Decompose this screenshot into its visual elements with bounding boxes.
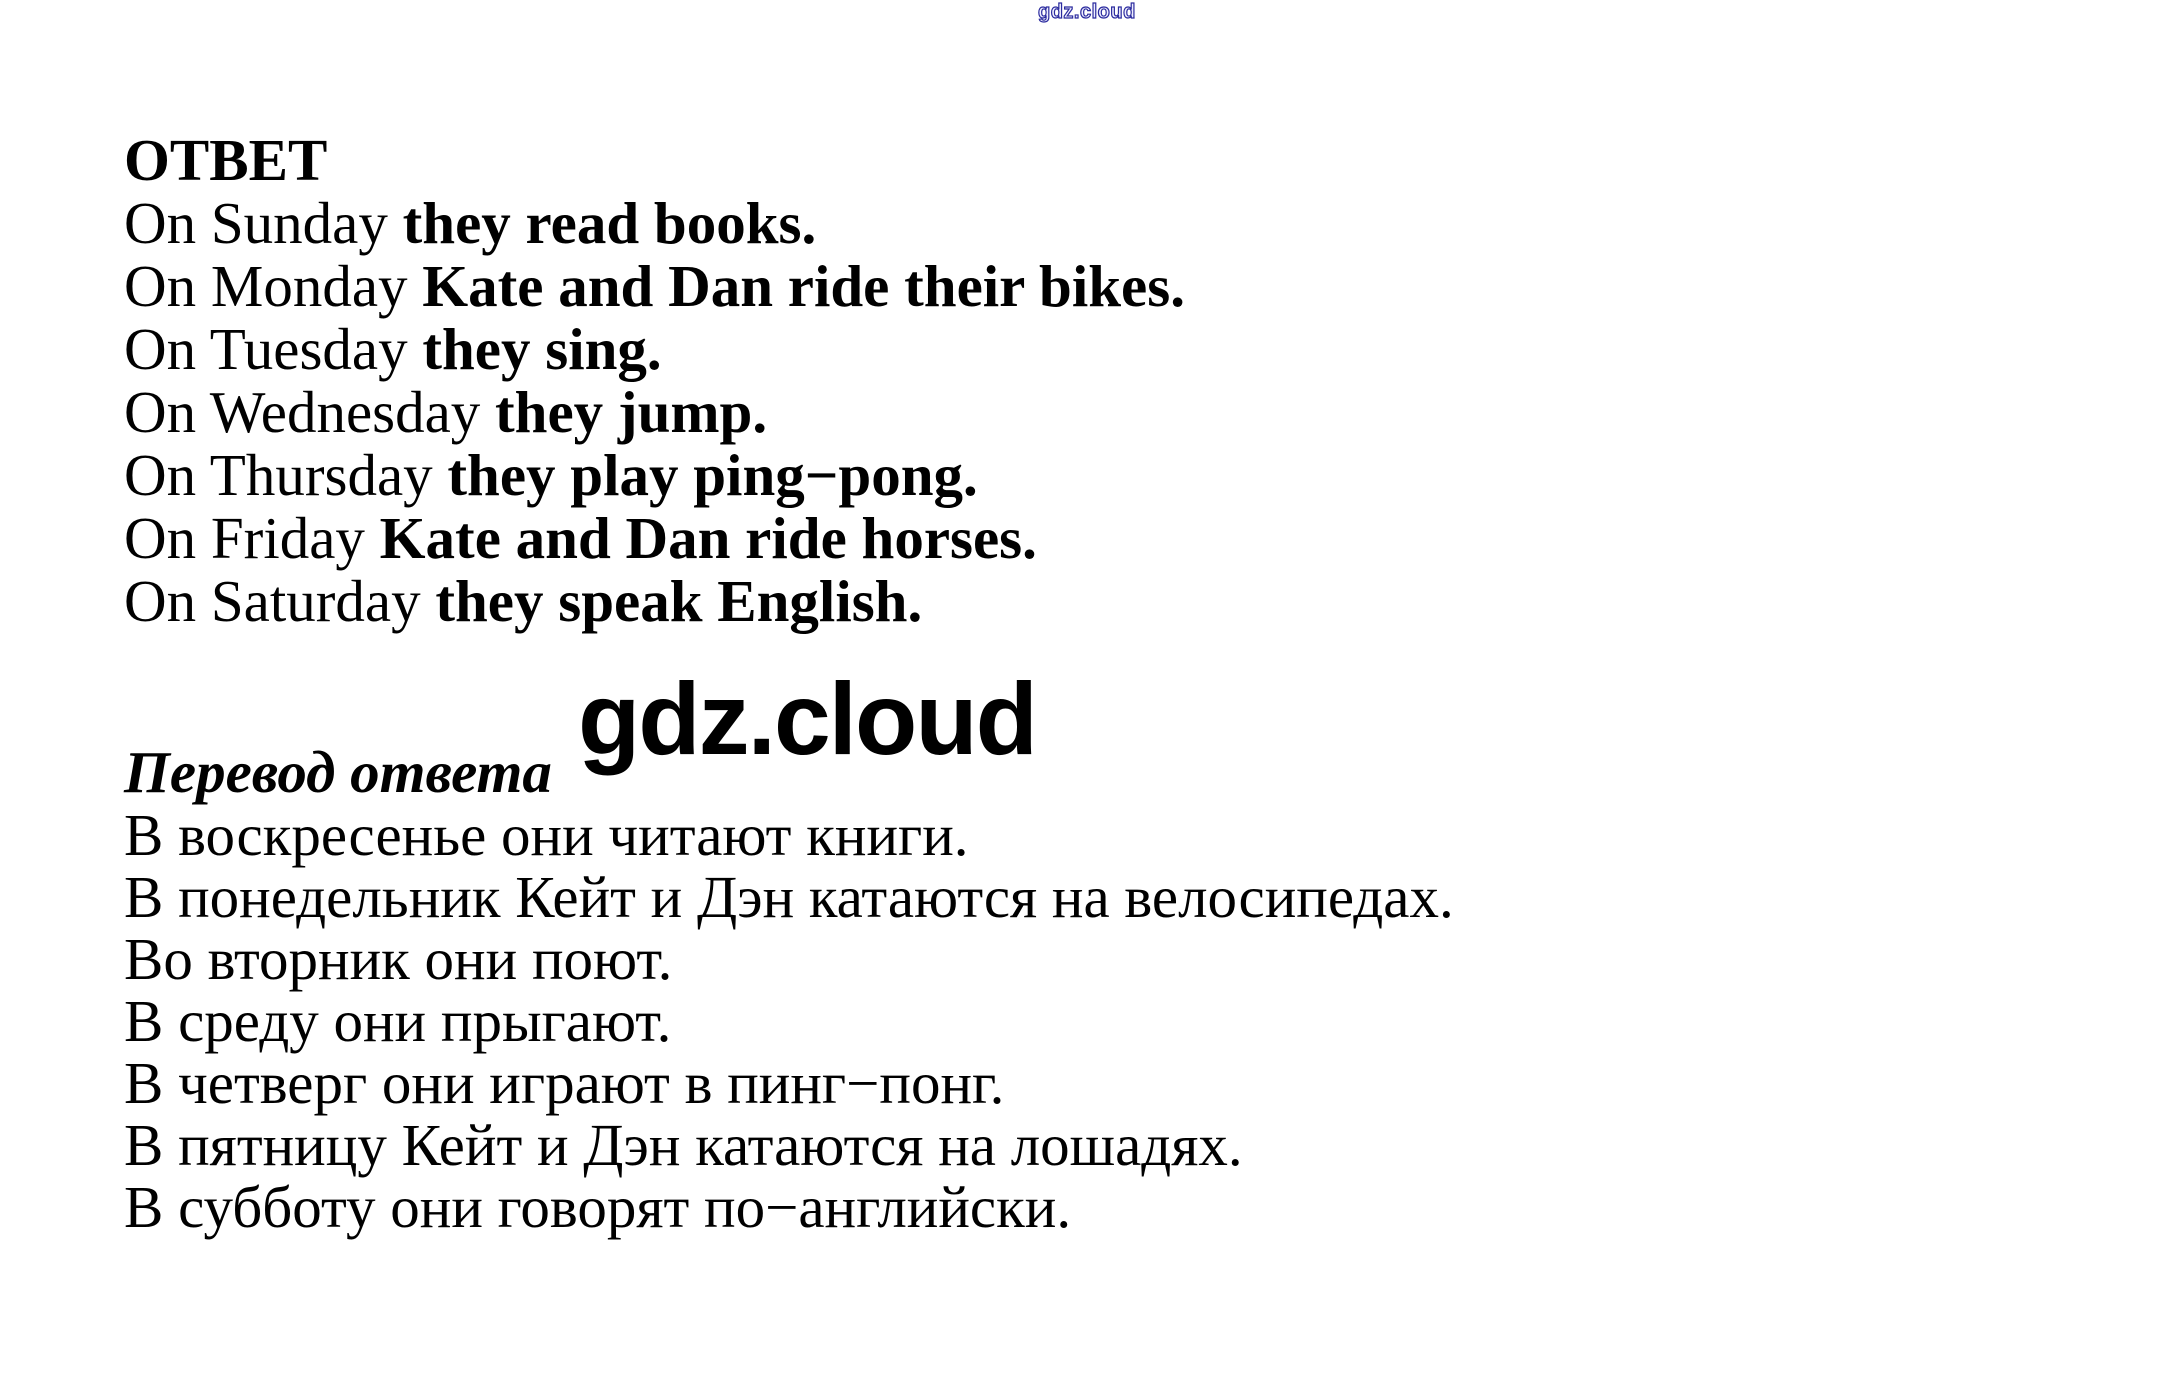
document-content: [124, 129, 2124, 1238]
translation-line-wednesday: В среду они прыгают.: [124, 988, 672, 1054]
answer-bold-text: they play ping−pong.: [447, 442, 978, 508]
translation-heading: Перевод ответа: [124, 739, 552, 805]
answer-line-saturday: [124, 570, 2124, 633]
translation-section: [124, 741, 2124, 1238]
translation-line-saturday: В субботу они говорят по−английски.: [124, 1174, 1072, 1240]
answer-line-thursday: [124, 444, 2124, 507]
translation-line-monday: В понедельник Кейт и Дэн катаются на велосипедах.: [124, 864, 1454, 930]
translation-line-tuesday: Во вторник они поют.: [124, 926, 673, 992]
answer-section: [124, 129, 2124, 633]
day-text: On Thursday: [124, 442, 448, 508]
answer-bold-text: they sing.: [422, 316, 662, 382]
answer-line-tuesday: [124, 318, 2124, 381]
translation-line-friday: В пятницу Кейт и Дэн катаются на лошадях.: [124, 1112, 1243, 1178]
main-watermark-text: gdz.cloud: [578, 662, 1036, 776]
day-text: On Sunday: [124, 190, 403, 256]
day-text: On Tuesday: [124, 316, 423, 382]
day-text: On Wednesday: [124, 379, 496, 445]
answer-line-sunday: [124, 192, 2124, 255]
top-watermark-text: gdz.cloud: [1038, 1, 1136, 23]
day-text: On Saturday: [124, 568, 436, 634]
answer-line-friday: [124, 507, 2124, 570]
answer-line-wednesday: [124, 381, 2124, 444]
answer-bold-text: they speak English.: [435, 568, 923, 634]
translation-line-sunday: В воскресенье они читают книги.: [124, 802, 969, 868]
answer-line-monday: [124, 255, 2124, 318]
answer-bold-text: they jump.: [495, 379, 768, 445]
translation-line-thursday: В четверг они играют в пинг−понг.: [124, 1050, 1005, 1116]
answer-bold-text: Kate and Dan ride horses.: [379, 505, 1037, 571]
answer-bold-text: they read books.: [402, 190, 817, 256]
answer-heading: ОТВЕТ: [124, 127, 328, 193]
answer-bold-text: Kate and Dan ride their bikes.: [422, 253, 1185, 319]
day-text: On Monday: [124, 253, 423, 319]
day-text: On Friday: [124, 505, 380, 571]
